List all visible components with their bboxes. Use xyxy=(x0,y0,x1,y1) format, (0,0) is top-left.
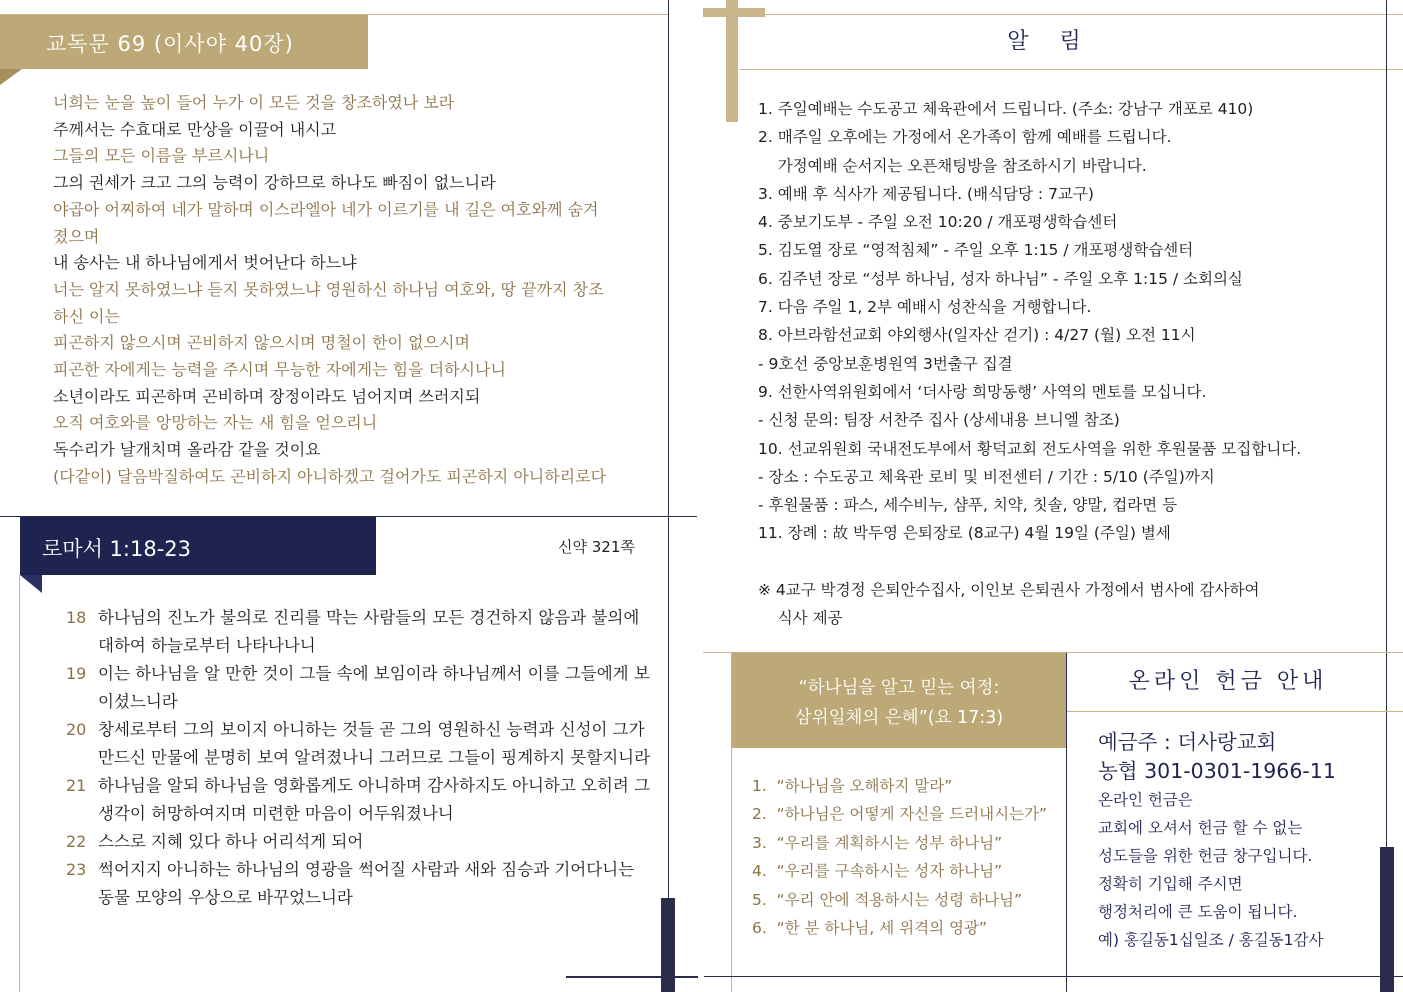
right-panel-right-border xyxy=(1386,0,1387,992)
verse-number: 22 xyxy=(66,832,87,851)
notices-title: 알 림 xyxy=(1007,29,1093,54)
verse-text: 창세로부터 그의 보이지 아니하는 것들 곧 그의 영원하신 능력과 신성이 그가 만드신 만물에 분명히 보여 알려졌나니 그러므로 그들이 핑계하지 못할지니라 xyxy=(98,720,651,767)
sermon-series-list xyxy=(752,772,1064,942)
verse-row xyxy=(66,716,651,772)
verse-text: 하나님을 알되 하나님을 영화롭게도 아니하며 감사하지도 아니하고 오히려 그 생각이 허망하여지며 미련한 마음이 어두워졌나니 xyxy=(98,776,651,823)
notice-item: - 장소 : 수도공고 체육관 로비 및 비전센터 / 기간 : 5/10 (주일)까지 xyxy=(758,467,1215,486)
responsive-reading xyxy=(53,90,653,491)
verse-row xyxy=(66,772,651,828)
sermon-item: 1. “하나님을 오해하지 말라” xyxy=(752,777,953,795)
sermon-item: 5. “우리 안에 적용하시는 성령 하나님” xyxy=(752,890,1023,909)
right-corner-bar xyxy=(1380,847,1394,992)
online-offering-info xyxy=(1098,728,1336,954)
verse-row xyxy=(66,828,651,856)
responsive-reading-tab: 교독문 69 (이사야 40장) xyxy=(0,15,368,69)
notice-item: 3. 예배 후 식사가 제공됩니다. (배식담당 : 7교구) xyxy=(758,184,1094,203)
sermon-item: 6. “한 분 하나님, 세 위격의 영광” xyxy=(752,919,987,938)
reading-line: 주께서는 수효대로 만상을 이끌어 내시고 xyxy=(53,119,337,139)
reading-line: 피곤한 자에게는 능력을 주시며 무능한 자에게는 힘을 더하시나니 xyxy=(53,360,506,380)
notice-item: 1. 주일예배는 수도공고 체육관에서 드립니다. (주소: 강남구 개포로 410) xyxy=(758,100,1254,118)
verse-number: 19 xyxy=(66,664,87,683)
scripture-page-ref: 신약 321쪽 xyxy=(558,538,635,556)
verse-number: 18 xyxy=(66,608,87,627)
reading-line: 독수리가 날개치며 올라감 같을 것이요 xyxy=(53,440,321,460)
notice-title-underline xyxy=(740,69,1403,70)
reading-line: 그들의 모든 이름을 부르시나니 xyxy=(53,146,270,166)
notice-item: 식사 제공 xyxy=(758,609,843,628)
online-box-left-border xyxy=(1066,653,1067,992)
notice-item: ※ 4교구 박경정 은퇴안수집사, 이인보 은퇴권사 가정에서 범사에 감사하여 xyxy=(758,581,1260,600)
sermon-item: 4. “우리를 구속하시는 성자 하나님” xyxy=(752,862,1003,881)
online-note-line: 정확히 기입해 주시면 xyxy=(1098,875,1243,893)
notices-list xyxy=(758,95,1378,633)
theme-line-2: 삼위일체의 은혜”(요 17:3) xyxy=(794,708,1004,728)
online-note-line: 성도들을 위한 헌금 창구입니다. xyxy=(1098,847,1313,865)
account-number: 농협 301-0301-1966-11 xyxy=(1098,759,1336,783)
reading-line: 내 송사는 내 하나님에게서 벗어난다 하느냐 xyxy=(53,253,357,273)
notice-item: 5. 김도열 장로 “영적침체” - 주일 오후 1:15 / 개포평생학습센터 xyxy=(758,241,1194,260)
left-panel-right-border xyxy=(668,0,669,992)
notice-item: 11. 장례 : 故 박두영 은퇴장로 (8교구) 4월 19일 (주일) 별세 xyxy=(758,524,1171,543)
notice-item: 9. 선한사역위원회에서 ‘더사랑 희망동행’ 사역의 멘토를 모십니다. xyxy=(758,382,1207,401)
verse-row xyxy=(66,856,651,912)
online-note-line: 온라인 헌금은 xyxy=(1098,791,1193,809)
reading-line: 너는 알지 못하였느냐 듣지 못하였느냐 영원하신 하나님 여호와, 땅 끝까지 창조 xyxy=(53,279,604,299)
verse-text: 하나님의 진노가 불의로 진리를 막는 사람들의 모든 경건하지 않음과 불의에 대하여 하늘로부터 나타나나니 xyxy=(98,608,640,655)
reading-line: 졌으며 xyxy=(53,226,100,246)
scripture-verses xyxy=(66,604,651,912)
reading-line: 피곤하지 않으시며 곤비하지 않으시며 명철이 한이 없으시며 xyxy=(53,333,470,353)
scripture-tab: 로마서 1:18-23 xyxy=(20,517,376,575)
online-note-line: 교회에 오셔서 헌금 할 수 없는 xyxy=(1098,819,1303,837)
right-gold-cross-vertical xyxy=(726,0,738,122)
theme-line-1: “하나님을 알고 믿는 여정: xyxy=(798,678,1000,698)
verse-text: 이는 하나님을 알 만한 것이 그들 속에 보임이라 하나님께서 이를 그들에게 보이셨느니라 xyxy=(98,664,650,711)
reading-line: 그의 권세가 크고 그의 능력이 강하므로 하나도 빠짐이 없느니라 xyxy=(53,173,496,193)
sermon-series-theme xyxy=(732,653,1066,748)
reading-line: (다같이) 달음박질하여도 곤비하지 아니하겠고 걸어가도 피곤하지 아니하리로다 xyxy=(53,466,607,486)
reading-line: 소년이라도 피곤하며 곤비하며 장정이라도 넘어지며 쓰러지되 xyxy=(53,386,481,406)
sermon-item: 2. “하나님은 어떻게 자신을 드러내시는가” xyxy=(752,805,1048,824)
verse-text: 스스로 지혜 있다 하나 어리석게 되어 xyxy=(98,832,364,851)
notice-item: 7. 다음 주일 1, 2부 예배시 성찬식을 거행합니다. xyxy=(758,298,1092,317)
right-bottom-rule xyxy=(704,976,1403,977)
verse-number: 20 xyxy=(66,720,87,739)
account-holder: 예금주 : 더사랑교회 xyxy=(1098,730,1277,754)
online-note-line: 예) 홍길동1십일조 / 홍길동1감사 xyxy=(1098,931,1324,949)
tab-fold-shadow xyxy=(20,575,42,593)
notice-item: 6. 김주년 장로 “성부 하나님, 성자 하나님” - 주일 오후 1:15 / 소회의실 xyxy=(758,269,1243,288)
online-note-line: 행정처리에 큰 도움이 됩니다. xyxy=(1098,903,1298,921)
notice-item: 8. 아브라함선교회 야외행사(일자산 걷기) : 4/27 (월) 오전 11시 xyxy=(758,326,1196,345)
sermon-item: 3. “우리를 계획하시는 성부 하나님” xyxy=(752,833,1003,852)
left-corner-bar xyxy=(661,898,675,992)
right-top-rule xyxy=(740,14,1403,15)
reading-line: 하신 이는 xyxy=(53,306,120,326)
verse-number: 23 xyxy=(66,860,87,879)
right-gold-cross-horizontal xyxy=(703,8,765,17)
notice-item xyxy=(758,548,1378,576)
online-title-underline xyxy=(1067,711,1403,712)
reading-line: 너희는 눈을 높이 들어 누가 이 모든 것을 창조하였나 보라 xyxy=(53,93,455,112)
reading-line: 야곱아 어찌하여 네가 말하며 이스라엘아 네가 이르기를 내 길은 여호와께 숨겨 xyxy=(53,199,599,219)
online-offering-notes xyxy=(1098,786,1336,954)
reading-line: 오직 여호와를 앙망하는 자는 새 힘을 얻으리니 xyxy=(53,413,378,433)
verse-text: 썩어지지 아니하는 하나님의 영광을 썩어질 사람과 새와 짐승과 기어다니는 동물 모양의 우상으로 바꾸었느니라 xyxy=(98,860,635,907)
verse-number: 21 xyxy=(66,776,87,795)
notice-item: - 9호선 중앙보훈병원역 3번출구 집결 xyxy=(758,354,1013,373)
online-offering-title: 온라인 헌금 안내 xyxy=(1128,669,1328,694)
notice-item: 4. 중보기도부 - 주일 오전 10:20 / 개포평생학습센터 xyxy=(758,213,1118,232)
left-bottom-rule xyxy=(566,976,698,978)
notice-item: - 신청 문의: 팀장 서찬주 집사 (상세내용 브니엘 참조) xyxy=(758,411,1120,430)
notice-item: 2. 매주일 오후에는 가정에서 온가족이 함께 예배를 드립니다. xyxy=(758,128,1172,147)
verse-row xyxy=(66,604,651,660)
tab-fold-shadow xyxy=(0,69,22,85)
notice-item: 가정예배 순서지는 오픈채팅방을 참조하시기 바랍니다. xyxy=(758,156,1147,175)
notice-item: - 후원물품 : 파스, 세수비누, 샴푸, 치약, 칫솔, 양말, 컵라면 등 xyxy=(758,496,1178,515)
verse-row xyxy=(66,660,651,716)
left-panel-left-border xyxy=(19,575,20,992)
notice-item: 10. 선교위원회 국내전도부에서 황덕교회 전도사역을 위한 후원물품 모집합니다. xyxy=(758,439,1302,458)
